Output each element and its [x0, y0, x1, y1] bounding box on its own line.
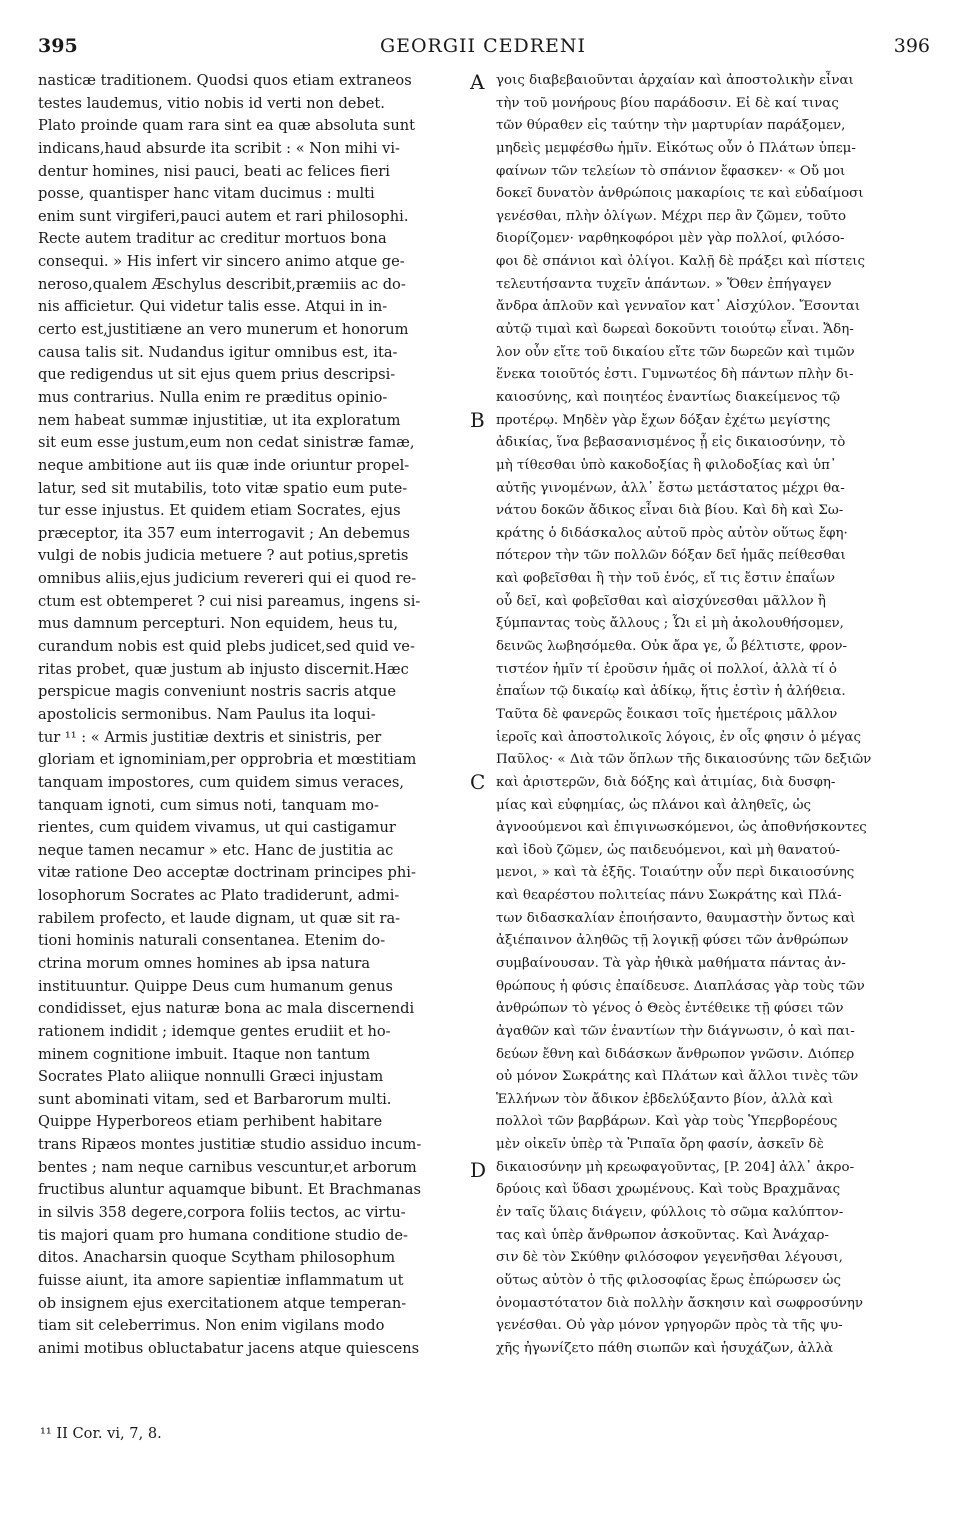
text-line: neroso,qualem Æschylus describit,præmiis ac do-: [38, 275, 406, 293]
text-line: mus contrarius. Nulla enim re præditus opinio-: [38, 388, 388, 406]
text-line: sunt abominati vitam, sed et Barbarorum multi.: [38, 1090, 392, 1108]
text-line: αὐτῆς γινομένων, ἀλλ᾽ ἔστω μετάστατος μέχρι θα-: [496, 480, 845, 496]
text-line: rationem indidit ; idemque gentes erudiit et ho-: [38, 1022, 391, 1040]
text-line: animi motibus obluctabatur jacens atque quiescens: [38, 1339, 420, 1357]
text-line: neque ambitione aut iis quæ inde oriuntur propel-: [38, 456, 410, 474]
text-line: γοις διαβεβαιοῦνται ἀρχαίαν καὶ ἀποστολικὴν εἶναι: [496, 73, 854, 88]
text-line: δοκεῖ δυνατὸν ἀνθρώποις μακαρίοις τε καὶ εὐδαίμοσι: [496, 186, 864, 202]
text-line: φαίνων τῶν τελείων τὸ σπάνιον ἔφασκεν· « Οὔ μοι: [496, 163, 846, 179]
text-line: τὴν τοῦ μονήρους βίου παράδοσιν. Εἰ δὲ καί τινας: [496, 95, 839, 111]
text-line: Recte autem traditur ac creditur mortuos bona: [38, 230, 387, 248]
text-line: losophorum Socrates ac Plato tradiderunt, admi-: [38, 887, 400, 905]
text-line: ctum est obtemperet ? cui nisi pareamus, ingens si-: [38, 592, 421, 610]
text-line: γενέσθαι. Οὐ γὰρ μόνον γρηγορῶν πρὸς τὰ τῆς ψυ-: [496, 1318, 843, 1334]
section-mark-c: C: [470, 770, 486, 794]
text-line: μὲν οἰκεῖν ὑπὲρ τὰ Ῥιπαῖα ὄρη φασίν, ἀσκεῖν δὲ: [496, 1137, 824, 1153]
text-line: Ἑλλήνων τὸν ἄδικον ἐβδελύξαντο βίον, ἀλλὰ καὶ: [496, 1091, 834, 1107]
text-line: σιν δὲ τὸν Σκύθην φιλόσοφον γεγενῆσθαι λέγουσι,: [496, 1250, 843, 1266]
text-line: nasticæ traditionem. Quodsi quos etiam extraneos: [38, 72, 412, 89]
text-line: θρώπους ἡ φύσις ἐπαίδευσε. Διαπλάσας γὰρ τοὺς τῶν: [496, 978, 865, 994]
text-line: ἀγαθῶν καὶ τῶν ἐναντίων τὴν διάγνωσιν, ὁ καὶ παι-: [496, 1023, 855, 1039]
text-line: μηδεὶς μεμφέσθω ἡμῖν. Εἰκότως οὖν ὁ Πλάτων ὑπεμ-: [496, 140, 856, 156]
text-line: ἐν ταῖς ὕλαις διάγειν, φύλλοις τὸ σῶμα καλύπτον-: [496, 1205, 844, 1221]
text-line: instituuntur. Quippe Deus cum humanum genus: [38, 977, 393, 995]
text-line: vulgi de nobis judicia metuere ? aut potius,spretis: [38, 547, 409, 565]
text-line: διορίζομεν· ναρθηκοφόροι μὲν γὰρ πολλοί, φιλόσο-: [496, 231, 845, 247]
text-line: προτέρῳ. Μηδὲν γὰρ ἔχων δόξαν ἐχέτω μεγίστης: [496, 412, 831, 428]
text-line: tanquam ignoti, cum simus noti, tanquam mo-: [38, 796, 379, 814]
text-line: tur esse injustus. Et quidem etiam Socrates, ejus: [38, 502, 401, 520]
text-line: tur ¹¹ : « Armis justitiæ dextris et sinistris, per: [38, 728, 382, 746]
text-line: καιοσύνης, καὶ ποιητέος ἐναντίως διακείμενος τῷ: [496, 389, 841, 405]
text-line: minem cognitione imbuit. Itaque non tantum: [38, 1045, 371, 1063]
text-line: ἀνθρώπων τὸ γένος ὁ Θεὸς ἐντέθεικε τῇ φύσει τῶν: [496, 1001, 844, 1017]
text-line: γενέσθαι, πλὴν ὀλίγων. Μέχρι περ ἂν ζῶμεν, τοῦτο: [496, 208, 847, 224]
left-page-number: 395: [38, 35, 78, 57]
text-line: καὶ θεαρέστου πολιτείας πάνυ Σωκράτης καὶ Πλά-: [496, 888, 842, 904]
text-line: δικαιοσύνην μὴ κρεωφαγοῦντας, [P. 204] ἀλλ᾽ ἀκρο-: [496, 1159, 855, 1175]
text-line: certo est,justitiæne an vero munerum et honorum: [38, 321, 409, 339]
text-line: ἀγνοούμενοι καὶ ἐπιγινωσκόμενοι, ὡς ἀποθνήσκοντες: [496, 820, 867, 836]
text-line: ἕνεκα τοιοῦτός ἐστι. Γυμνωτέος δὴ πάντων πλὴν δι-: [496, 367, 854, 383]
text-line: perspicue magis conveniunt nostris sacris atque: [38, 683, 396, 701]
text-line: τας καὶ ὑπὲρ ἄνθρωπον ἀσκοῦντας. Καὶ Ἀνάχαρ-: [496, 1227, 829, 1243]
text-line: Παῦλος· « Διὰ τῶν ὅπλων τῆς δικαιοσύνης τῶν δεξιῶν: [496, 752, 872, 768]
right-page-number: 396: [893, 35, 930, 57]
text-line: ἐπαΐων τῷ δικαίῳ καὶ ἀδίκῳ, ἥτις ἐστὶν ἡ ἀλήθεια.: [496, 684, 846, 700]
text-line: ὀνομαστότατον διὰ πολλὴν ἄσκησιν καὶ σωφροσύνην: [496, 1295, 864, 1311]
text-line: κράτης ὁ διδάσκαλος αὐτοῦ πρὸς αὐτὸν οὕτως ἔφη·: [496, 525, 848, 541]
text-line: μὴ τίθεσθαι ὑπὸ κακοδοξίας ἢ φιλοδοξίας καὶ ὑπ᾽: [496, 457, 837, 473]
text-line: gloriam et ignominiam,per opprobria et mœstitiam: [38, 751, 417, 769]
text-line: latur, sed sit mutabilis, toto vitæ spatio eum pute-: [38, 479, 408, 497]
text-line: Plato proinde quam rara sint ea quæ absoluta sunt: [38, 117, 416, 135]
text-line: indicans,haud absurde ita scribit : « Non mihi vi-: [38, 139, 400, 157]
text-line: neque tamen necamur » etc. Hanc de justitia ac: [38, 841, 394, 859]
text-line: φοι δὲ σπάνιοι καὶ ὀλίγοι. Καλῇ δὲ πράξει καὶ πίστεις: [496, 254, 865, 270]
text-line: δεινῶς λωβησόμεθα. Οὐκ ἄρα γε, ὦ βέλτιστε, φρον-: [496, 639, 848, 655]
text-line: συμβαίνουσαν. Τὰ γὰρ ἠθικὰ μαθήματα πάντας ἀν-: [496, 955, 846, 971]
text-line: Socrates Plato aliique nonnulli Græci injustam: [38, 1068, 384, 1086]
text-line: bentes ; nam neque carnibus vescuntur,et arborum: [38, 1158, 417, 1176]
text-line: posse, quantisper hanc vitam ducimus : multi: [38, 185, 375, 203]
text-line: fructibus aluntur aquamque bibunt. Et Brachmanas: [38, 1181, 421, 1199]
text-line: οὐ μόνον Σωκράτης καὶ Πλάτων καὶ ἄλλοι τινὲς τῶν: [496, 1069, 859, 1085]
text-line: πολλοὶ τῶν βαρβάρων. Καὶ γὰρ τοὺς Ὑπερβορέους: [496, 1114, 838, 1130]
text-line: testes laudemus, vitio nobis id verti non debet.: [38, 94, 385, 112]
text-line: Quippe Hyperboreos etiam perhibent habitare: [38, 1113, 383, 1131]
text-line: mus damnum percepturi. Non equidem, heus tu,: [38, 615, 399, 633]
text-line: δρύοις καὶ ὕδασι χρωμένους. Καὶ τοὺς Βραχμᾶνας: [496, 1182, 841, 1198]
text-line: ἀδικίας, ἵνα βεβασανισμένος ᾖ εἰς δικαιοσύνην, τὸ: [496, 435, 846, 451]
text-line: fuisse aiunt, ita amore sapientiæ inflammatum ut: [38, 1271, 404, 1289]
text-line: ditos. Anacharsin quoque Scytham philosophum: [38, 1249, 396, 1267]
section-mark-b: B: [470, 408, 485, 432]
text-line: que redigendus ut sit ejus quem prius descripsi-: [38, 366, 396, 384]
text-line: τῶν θύραθεν εἰς ταύτην τὴν μαρτυρίαν παράξομεν,: [496, 118, 846, 134]
text-line: rabilem profecto, et laude dignam, ut quæ sit ra-: [38, 909, 401, 927]
text-line: condidisset, ejus naturæ bona ac mala discernendi: [38, 1000, 415, 1018]
text-line: vitæ ratione Deo acceptæ doctrinam principes phi-: [38, 864, 416, 882]
footnote: ¹¹ II Cor. vi, 7, 8.: [40, 1425, 162, 1442]
text-line: sit eum esse justum,eum non cedat sinistræ famæ,: [38, 434, 415, 452]
text-line: omnibus aliis,ejus judicium revereri qui ei quod re-: [38, 570, 417, 588]
text-line: χῆς ἠγωνίζετο πάθη σιωπῶν καὶ ἡσυχάζων, ἀλλὰ: [496, 1340, 834, 1356]
text-line: ob insignem ejus exercitationem atque temperan-: [38, 1294, 407, 1312]
text-line: Ταῦτα δὲ φανερῶς ἔοικασι τοῖς ἡμετέροις μᾶλλον: [496, 706, 838, 722]
text-line: πότερον τὴν τῶν πολλῶν δόξαν δεῖ ἡμᾶς πείθεσθαι: [496, 548, 846, 564]
text-line: τιστέον ἡμῖν τί ἐροῦσιν ἡμᾶς οἱ πολλοί, ἀλλὰ τί ὁ: [496, 661, 837, 677]
text-line: ἄνδρα ἁπλοῦν καὶ γενναῖον κατ᾽ Αἰσχύλον. Ἔσονται: [496, 299, 861, 315]
text-line: præceptor, ita 357 eum interrogavit ; An debemus: [38, 524, 410, 542]
text-line: enim sunt virgiferi,pauci autem et rari philosophi.: [38, 207, 409, 225]
text-line: in silvis 358 degere,corpora foliis tectos, ac virtu-: [38, 1204, 406, 1222]
text-line: tis majori quam pro humana conditione studio de-: [38, 1226, 408, 1244]
text-line: ritas probet, quæ justum ab injusto discernit.Hæc: [38, 660, 409, 678]
text-line: tiam sit celeberrimus. Non enim vigilans modo: [38, 1317, 385, 1335]
text-line: curandum nobis est quid plebs judicet,sed quid ve-: [38, 638, 415, 656]
text-line: tanquam impostores, cum quidem simus veraces,: [38, 773, 404, 791]
text-line: λον οὖν εἴτε τοῦ δικαίου εἴτε τῶν δωρεῶν καὶ τιμῶν: [496, 344, 855, 360]
text-line: καὶ φοβεῖσθαι ἢ τὴν τοῦ ἑνός, εἴ τις ἔστιν ἐπαΐων: [496, 571, 835, 587]
text-line: μίας καὶ εὐφημίας, ὡς πλάνοι καὶ ἀληθεῖς, ὡς: [496, 797, 812, 813]
text-line: καὶ ἀριστερῶν, διὰ δόξης καὶ ἀτιμίας, διὰ δυσφη-: [496, 774, 836, 790]
text-line: νάτου δοκῶν ἄδικος εἶναι διὰ βίου. Καὶ δὴ καὶ Σω-: [496, 503, 844, 519]
text-line: μενοι, » καὶ τὰ ἑξῆς. Τοιαύτην οὖν περὶ δικαιοσύνης: [496, 865, 855, 881]
text-line: ἱεροῖς καὶ ἀποστολικοῖς λόγοις, ἐν οἷς φησιν ὁ μέγας: [496, 729, 861, 745]
text-line: trans Ripæos montes justitiæ studio assiduo incum-: [38, 1136, 422, 1154]
text-line: nis afficietur. Qui videtur talis esse. Atqui in in-: [38, 298, 388, 316]
text-line: δεύων ἔθνη καὶ διδάσκων ἄνθρωπον γνῶσιν. Διόπερ: [496, 1046, 855, 1062]
text-line: ξύμπαντας τοὺς ἄλλους ; Ὧι εἰ μὴ ἀκολουθήσομεν,: [496, 616, 844, 632]
text-line: καὶ ἰδοὺ ζῶμεν, ὡς παιδευόμενοι, καὶ μὴ θανατού-: [496, 842, 841, 858]
text-line: apostolicis sermonibus. Nam Paulus ita loqui-: [38, 705, 376, 723]
text-line: τελευτήσαντα τυχεῖν ἁπάντων. » Ὅθεν ἐπήγαγεν: [496, 276, 832, 292]
text-line: των διδασκαλίαν ἐποιήσαντο, θαυμαστὴν ὄντως καὶ: [496, 910, 856, 926]
text-line: αὐτῷ τιμαὶ καὶ δωρεαὶ δοκοῦντι τοιούτῳ εἶναι. Ἄδη-: [496, 322, 854, 338]
text-line: ἀξιέπαινον ἀληθῶς τῇ λογικῇ φύσει τῶν ἀνθρώπων: [496, 933, 849, 949]
text-line: ctrina morum omnes homines ab ipsa natura: [38, 954, 371, 972]
text-line: nem habeat summæ injustitiæ, ut ita exploratum: [38, 411, 401, 429]
section-mark-a: A: [470, 70, 485, 94]
text-line: οὕτως αὐτὸν ὁ τῆς φιλοσοφίας ἔρως ἐπώρωσεν ὡς: [496, 1272, 841, 1288]
text-line: consequi. » His infert vir sincero animo atque ge-: [38, 253, 405, 271]
text-line: tioni hominis naturali consentanea. Etenim do-: [38, 932, 386, 950]
running-title: GEORGII CEDRENI: [379, 35, 587, 57]
text-line: dentur homines, nisi pauci, beati ac felices fieri: [38, 162, 390, 180]
text-line: causa talis sit. Nudandus igitur omnibus est, ita-: [38, 343, 398, 361]
greek-column: [496, 70, 932, 1361]
latin-column: [38, 70, 462, 1361]
text-line: οὗ δεῖ, καὶ φοβεῖσθαι καὶ αἰσχύνεσθαι μᾶλλον ἢ: [496, 593, 826, 609]
section-mark-d: D: [470, 1158, 487, 1182]
text-line: rientes, cum quidem vivamus, ut qui castigamur: [38, 819, 396, 837]
